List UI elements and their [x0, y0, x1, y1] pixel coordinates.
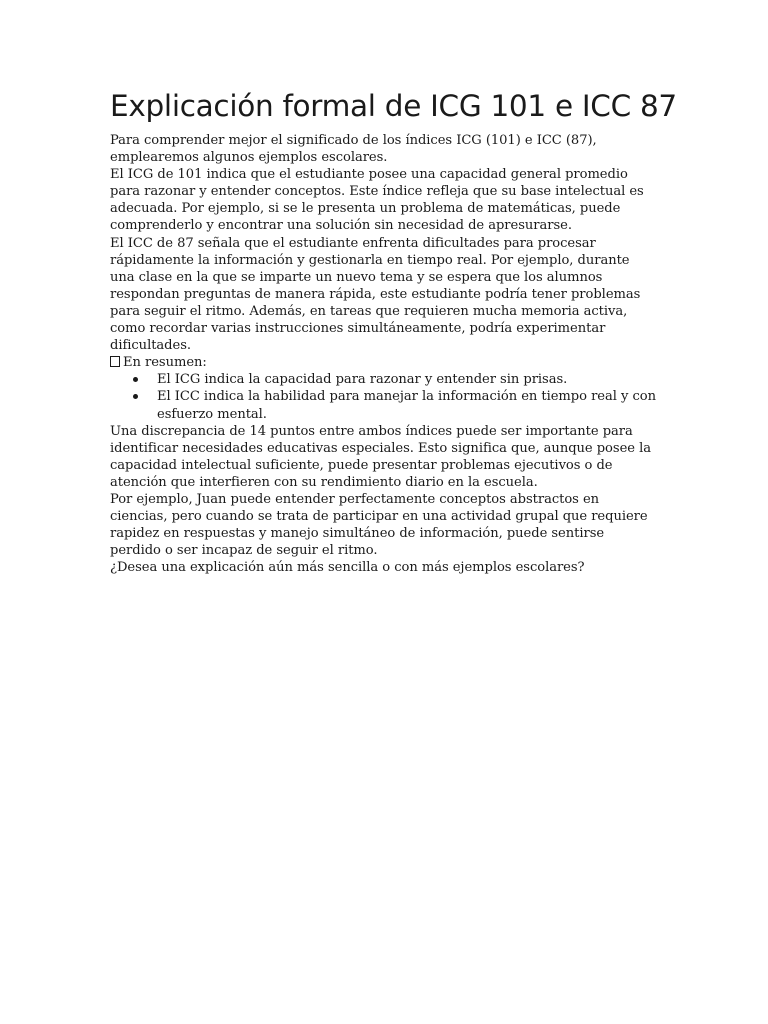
document-page	[110, 86, 677, 576]
summary-item-text: El ICC indica la habilidad para manejar la información en tiempo real y con esfuerzo mental.	[157, 389, 656, 422]
icc-paragraph: El ICC de 87 señala que el estudiante enfrenta dificultades para procesar rápidamente la información y gestionarla en tiempo real. Por ejemplo, durante una clase en la que se imparte un nuevo tema y se espera que los alumnos respondan preguntas de manera rápida, este estudiante podría tener problemas para seguir el ritmo. Además, en tareas que requieren mucha memoria activa, como recordar varias instrucciones simultáneamente, podría experimentar dificultades.	[110, 235, 641, 354]
closing-question: ¿Desea una explicación aún más sencilla o con más ejemplos escolares?	[110, 560, 585, 576]
summary-heading	[110, 354, 658, 371]
summary-label: En resumen:	[123, 355, 207, 371]
example-paragraph: Por ejemplo, Juan puede entender perfectamente conceptos abstractos en ciencias, pero cuando se trata de participar en una actividad grupal que requiere rapidez en respuestas y manejo simultáneo de información, puede sentirse perdido o ser incapaz de seguir el ritmo.	[110, 491, 648, 559]
bullet-icon	[133, 394, 138, 399]
summary-item-text: El ICG indica la capacidad para razonar y entender sin prisas.	[157, 372, 568, 388]
list-item	[157, 388, 658, 422]
bullet-icon	[133, 377, 138, 382]
intro-paragraph: Para comprender mejor el significado de los índices ICG (101) e ICC (87), emplearemos algunos ejemplos escolares.	[110, 133, 597, 166]
icg-paragraph: El ICG de 101 indica que el estudiante posee una capacidad general promedio para razonar y entender conceptos. Este índice refleja que su base intelectual es adecuada. Por ejemplo, si se le presenta un problema de matemáticas, puede comprenderlo y encontrar una solución sin necesidad de apresurarse.	[110, 167, 644, 234]
list-item	[157, 371, 658, 388]
document-title: Explicación formal de ICG 101 e ICC 87	[110, 89, 677, 123]
discrepancy-paragraph: Una discrepancia de 14 puntos entre ambos índices puede ser importante para identificar necesidades educativas especiales. Esto significa que, aunque posee la capacidad intelectual suficiente, puede presentar problemas ejecutivos o de atención que interfieren con su rendimiento diario en la escuela.	[110, 423, 651, 490]
document-body	[110, 132, 658, 576]
missing-glyph-box-icon	[110, 356, 120, 367]
summary-list	[110, 371, 658, 422]
